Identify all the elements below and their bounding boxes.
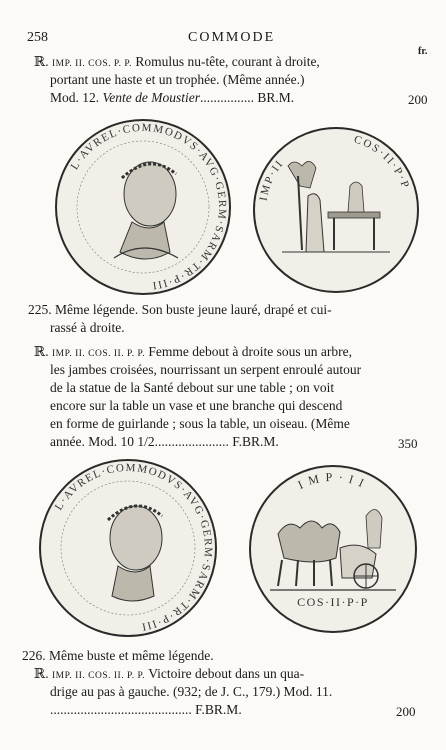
entry-225-line3 (34, 344, 352, 360)
obverse-legend: L·AVREL·COMMODVS·AVG·GERM·SARM·TR·P·III (52, 461, 215, 633)
entry-number: 225. (28, 302, 52, 317)
coin-obverse-bottom (38, 458, 218, 638)
dot-leader: .......................................... (50, 702, 192, 717)
reverse-top-legend: IMP·II (295, 469, 372, 493)
entry-a-line3 (50, 90, 294, 106)
entry-226-line4 (50, 702, 242, 718)
coin-reverse-top (252, 126, 420, 294)
dot-leader: ................ (200, 90, 254, 105)
description-text: Même légende. Son buste jeune lauré, drapé et cui- (55, 302, 332, 317)
dot-leader: ...................... (154, 434, 229, 449)
reverse-legend-right: COS·II·P·P (352, 133, 412, 192)
entry-225-line5: de la statue de la Santé debout sur une table ; on voit (50, 380, 335, 395)
entry-225-price: 350 (398, 436, 418, 451)
reverse-mark: ℝ. (34, 54, 49, 69)
metal-reference: F.BR.M. (195, 702, 242, 717)
obverse-legend: L·AVREL·COMMODVS·AVG·GERM·SARM·TR·P·III (68, 121, 229, 292)
reverse-legend-left: IMP·II (257, 157, 287, 202)
running-title: COMMODE (188, 30, 276, 45)
reverse-exergue: COS·II·P·P (297, 595, 369, 609)
entry-225-line4: les jambes croisées, nourrissant un serpent enroulé autour (50, 362, 362, 377)
entry-number: 226. (22, 648, 46, 663)
entry-225-line8 (50, 434, 279, 450)
entry-a-line1 (34, 54, 320, 70)
entry-226-price: 200 (396, 704, 416, 719)
metal-reference: BR.M. (257, 90, 295, 105)
reverse-mark: ℝ. (34, 666, 49, 681)
entry-226-line2 (34, 666, 304, 682)
entry-a-line2: portant une haste et un trophée. (Même année.) (50, 72, 305, 87)
page-number: 258 (27, 30, 48, 45)
entry-226-line1 (22, 648, 214, 664)
coin-legend: IMP. II. COS. II. P. P. (51, 349, 146, 359)
module-size: Mod. 12. (50, 90, 100, 105)
coin-legend: IMP. II. COS. II. P. P. (51, 671, 146, 681)
coin-legend: IMP. II. COS. P. P. (51, 59, 132, 69)
entry-225-line7: en forme de guirlande ; sous la table, un oiseau. (Même (50, 416, 350, 431)
module-size: année. Mod. 10 1/2 (50, 434, 155, 449)
entry-226-line3: drige au pas à gauche. (932; de J. C., 179.) Mod. 11. (50, 684, 333, 699)
coin-obverse-top (54, 118, 232, 296)
entry-a-price: 200 (408, 92, 428, 107)
coin-reverse-bottom (248, 464, 418, 634)
description-text: Victoire debout dans un qua- (148, 666, 305, 681)
description-text: Romulus nu-tête, courant à droite, (135, 54, 320, 69)
metal-reference: F.BR.M. (232, 434, 279, 449)
entry-225-line6: encore sur la table un vase et une branche qui descend (50, 398, 343, 413)
entry-225-line2: rassé à droite. (50, 320, 125, 335)
reverse-mark: ℝ. (34, 344, 49, 359)
sale-source: Vente de Moustier (102, 90, 200, 105)
description-text: Femme debout à droite sous un arbre, (148, 344, 352, 359)
side-heading: fr. (418, 46, 428, 57)
description-text: Même buste et même légende. (49, 648, 214, 663)
entry-225-line1 (28, 302, 332, 318)
